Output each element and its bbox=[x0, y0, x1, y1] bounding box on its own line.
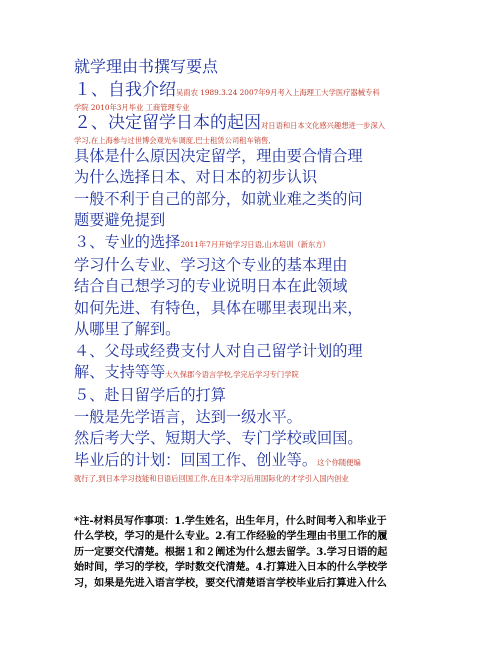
footer-line: *注-材料员写作事项：1.学生姓名，出生年月，什么时间考入和毕业于 bbox=[74, 516, 387, 527]
section-4-text: 解、支持等等 bbox=[74, 363, 166, 382]
section-3-line: 从哪里了解到。 bbox=[74, 320, 181, 339]
section-4-note: 大久保郡今语言学校,学完后学习专门学院 bbox=[165, 370, 299, 380]
section-1-heading-line bbox=[74, 80, 434, 102]
section-3-line: 如何先进、有特色，具体在哪里表现出来， bbox=[74, 298, 363, 317]
section-2-note: 对日语和日本文化感兴趣想进一步深入 bbox=[261, 121, 386, 130]
document-title: 就学理由书撰写要点 bbox=[74, 57, 219, 76]
section-2-line: 一般不利于自己的部分，如就业难之类的问 bbox=[74, 189, 363, 208]
section-3-heading: ３、专业的选择 bbox=[74, 232, 181, 251]
section-1-note: 吴雨农 1989.3.24 2007年9月考入上海理工大学医疗器械专科 bbox=[176, 88, 380, 97]
section-5-tail-note: 就行了,到日本学习技能和日语后回国工作,在日本学习后用国际化的才学引入国内创业 bbox=[74, 474, 349, 484]
section-5-line: 然后考大学、短期大学、专门学校或回国。 bbox=[74, 429, 363, 448]
section-2-line: 题要避免提到 bbox=[74, 211, 166, 230]
section-3-line: 学习什么专业、学习这个专业的基本理由 bbox=[74, 256, 348, 275]
document-body bbox=[74, 56, 434, 484]
section-5-last-line bbox=[74, 450, 434, 473]
section-2-line: 具体是什么原因决定留学，理由要合情合理 bbox=[74, 147, 363, 165]
footer-line: 始时间，学习的学校，学时数交代清楚。4.打算进入日本的什么学校学 bbox=[74, 562, 388, 574]
footer-line: 习，如果是先进入语言学校，要交代清楚语言学校毕业后打算进入什么 bbox=[74, 577, 387, 589]
footer-line: 什么学校，学习的是什么专业。2.有工作经验的学生理由书里工作的履 bbox=[74, 531, 388, 543]
footer-line: 历一定要交代清楚。根据１和２阐述为什么想去留学。3.学习日语的起 bbox=[74, 546, 388, 558]
section-5-line: 一般是先学语言，达到一级水平。 bbox=[74, 407, 302, 426]
section-2-line: 为什么选择日本、对日本的初步认识 bbox=[74, 168, 317, 187]
section-1-note-continued: 学院 2010年3月毕业 工商管理专业 bbox=[74, 103, 190, 112]
section-2-heading-line bbox=[74, 113, 434, 135]
section-4-line: ４、父母或经费支付人对自己留学计划的理 bbox=[74, 341, 363, 360]
section-5-last-note: 这个你随便编 bbox=[317, 457, 361, 467]
section-4-line-2 bbox=[74, 362, 434, 385]
section-3-note: 2011年7月开始学习日语,山木培训（新东方） bbox=[180, 239, 330, 249]
section-3-heading-line bbox=[74, 232, 434, 255]
section-5-last-text: 毕业后的计划：回国工作、创业等。 bbox=[74, 450, 317, 469]
section-3-line: 结合自己想学习的专业说明日本在此领域 bbox=[74, 277, 348, 296]
section-2-heading: ２、决定留学日本的起因 bbox=[74, 113, 261, 133]
section-2-note-continued: 学习,在上海參与过世博会观光车调度,巴士租赁公司租车销售, bbox=[74, 136, 271, 145]
section-1-heading: １、自我介绍 bbox=[74, 80, 176, 100]
section-5-heading: ５、赴日留学后的打算 bbox=[74, 386, 226, 405]
footer-notes bbox=[74, 514, 434, 591]
